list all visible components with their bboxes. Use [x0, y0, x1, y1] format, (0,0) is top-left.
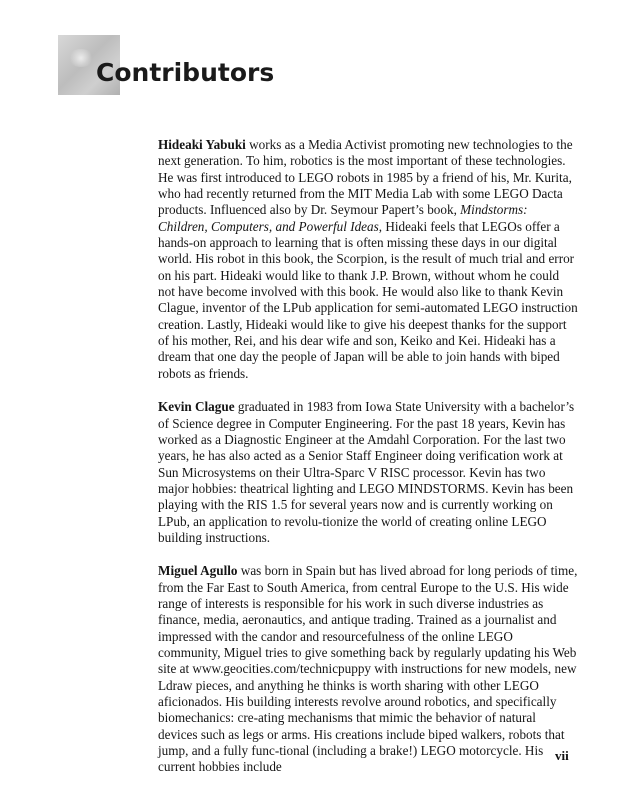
page-title: Contributors: [96, 58, 275, 87]
contributor-bio-agullo: [158, 563, 578, 775]
contributor-bio-clague: [158, 399, 578, 546]
contributor-text: , Hideaki feels that LEGOs offer a hands-on approach to learning that is often missing these days in our digital world. His robot in this book, the Scorpion, is the result of much trial and error on his part. Hideaki would like to thank J.P. Brown, without whom he could not have become involved with this book. He would also like to thank Kevin Clague, inventor of the LPub application for semi-automated LEGO instruction creation. Lastly, Hideaki would like to give his deepest thanks for the support of his mother, Rei, and his dear wife and son, Keiko and Kei. Hideaki has a dream that one day the people of Japan will be able to join hands with biped robots as friends.: [158, 218, 578, 381]
contributor-name: Miguel Agullo: [158, 563, 238, 579]
contributor-name: Hideaki Yabuki: [158, 137, 246, 152]
contributor-name: Kevin Clague: [158, 399, 235, 415]
page-number: vii: [555, 748, 569, 763]
contributor-text: graduated in 1983 from Iowa State University with a bachelor’s of Science degree in Computer Engineering. For the past 18 years, Kevin has worked as a Diagnostic Engineer at the Amdahl Corporation. For the last two years, he has also acted as a Senior Staff Engineer doing verification work at Sun Microsystems on their Ultra-Sparc V RISC processor. Kevin has two major hobbies: theatrical lighting and LEGO MINDSTORMS. Kevin has been playing with the RIS 1.5 for several years now and is currently working on LPub, an application to revolu-tionize the world of creating online LEGO building instructions.: [158, 399, 575, 545]
contributor-list: [158, 137, 578, 793]
contributor-text: was born in Spain but has lived abroad for long periods of time, from the Far East to South America, from central Europe to the U.S. His wide range of interests is responsible for his work in such diverse industries as finance, media, aeronautics, and antique trading. Trained as a journalist and impressed with the candor and resourcefulness of the online LEGO community, Miguel tries to give something back by regularly updating his Web site at www.geocities.com/technicpuppy with instructions for new models, new Ldraw pieces, and anything he thinks is worth sharing with other LEGO aficionados. His building interests revolve around robotics, and specifically biomechanics: cre-ating mechanisms that mimic the behavior of natural devices such as legs or arms. His creations include biped walkers, robots that jump, and a fully func-tional (including a brake!) LEGO motorcycle. His current hobbies include: [158, 563, 578, 775]
book-title: Mindstorms: Children, Computers, and Powerful Ideas: [158, 202, 528, 234]
contributor-bio-yabuki: [158, 137, 578, 382]
contributor-text: works as a Media Activist promoting new technologies to the next generation. To him, robotics is the most important of these technologies. He was first introduced to LEGO robots in 1985 by a friend of his, Mr. Kurita, who had recently returned from the MIT Media Lab with some LEGO Dacta products. Influenced also by Dr. Seymour Papert’s book,: [158, 137, 573, 218]
